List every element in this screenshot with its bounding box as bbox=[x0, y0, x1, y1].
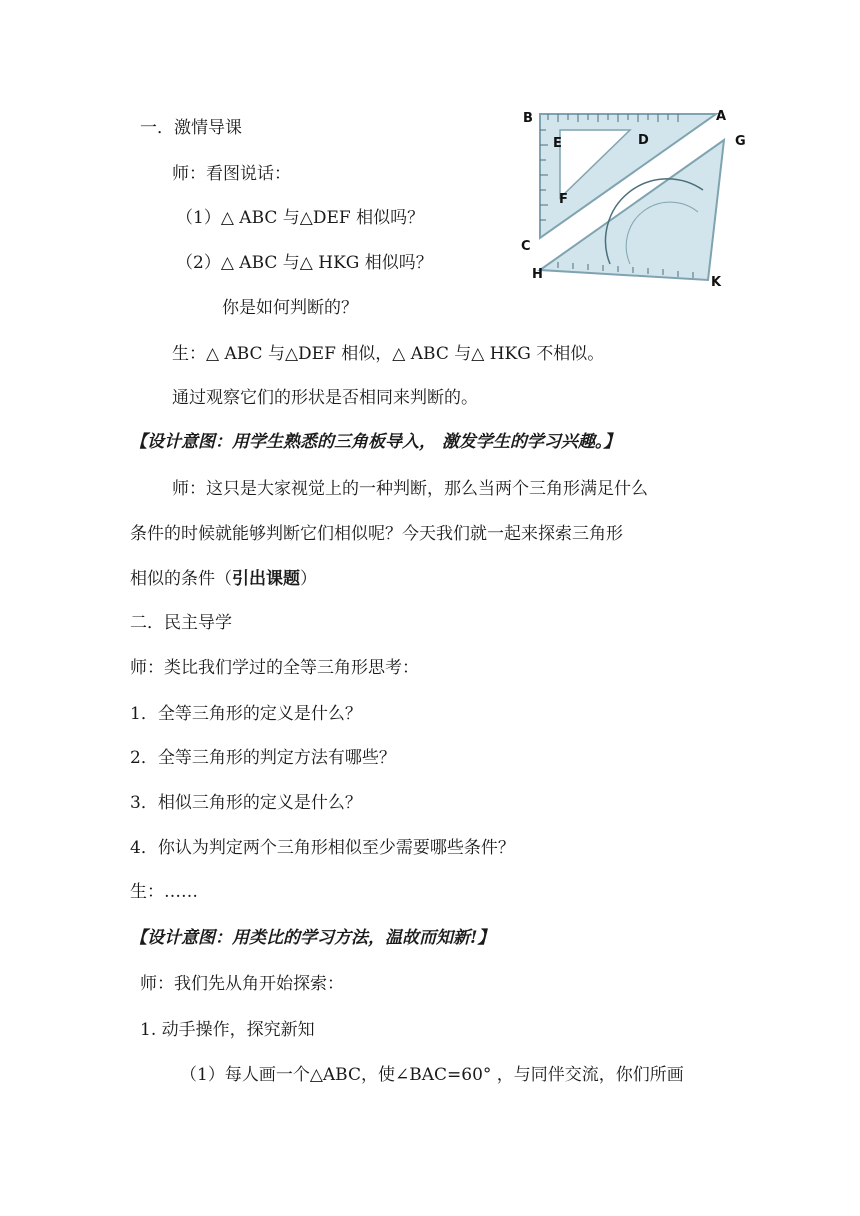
label-c: C bbox=[521, 239, 531, 254]
section2-heading: 二．民主导学 bbox=[130, 613, 232, 633]
student-answer-2: 通过观察它们的形状是否相同来判断的。 bbox=[172, 388, 478, 408]
triangle-rulers-figure bbox=[518, 100, 758, 300]
label-g: G bbox=[735, 134, 746, 149]
design-note-1: 【设计意图：用学生熟悉的三角板导入， 激发学生的学习兴趣。】 bbox=[130, 432, 621, 452]
label-f: F bbox=[559, 192, 568, 207]
teacher-para-line3 bbox=[130, 567, 317, 591]
teacher-prompt: 师：看图说话： bbox=[172, 164, 291, 184]
list-item: 2．全等三角形的判定方法有哪些？ bbox=[130, 748, 396, 768]
question-2: （2）△ ABC 与△ HKG 相似吗？ bbox=[176, 253, 433, 273]
question-3: 你是如何判断的？ bbox=[222, 298, 358, 318]
student-answer-1: 生：△ ABC 与△DEF 相似，△ ABC 与△ HKG 不相似。 bbox=[172, 344, 605, 364]
lesson-title-cue: 引出课题 bbox=[232, 569, 300, 589]
teacher-explore: 师：我们先从角开始探索： bbox=[140, 974, 344, 994]
label-a: A bbox=[716, 109, 727, 124]
step-1-sub: （1）每人画一个△ABC，使∠BAC=60° ，与同伴交流，你们所画 bbox=[180, 1065, 684, 1085]
list-item: 3．相似三角形的定义是什么？ bbox=[130, 793, 362, 813]
teacher-para-line3-prefix: 相似的条件（ bbox=[130, 569, 232, 589]
list-item: 4．你认为判定两个三角形相似至少需要哪些条件？ bbox=[130, 838, 515, 858]
label-e: E bbox=[553, 136, 562, 151]
step-1-heading: 1. 动手操作，探究新知 bbox=[140, 1020, 315, 1040]
teacher-para-line2: 条件的时候就能够判断它们相似呢？今天我们就一起来探索三角形 bbox=[130, 524, 623, 544]
question-1: （1）△ ABC 与△DEF 相似吗？ bbox=[176, 208, 425, 228]
label-d: D bbox=[638, 133, 649, 148]
teacher-para-line3-suffix: ） bbox=[300, 569, 317, 589]
student-dots: 生：…… bbox=[130, 882, 198, 902]
design-note-2: 【设计意图：用类比的学习方法，温故而知新!】 bbox=[130, 928, 495, 948]
section1-heading: 一．激情导课 bbox=[140, 118, 242, 138]
teacher-analogy: 师：类比我们学过的全等三角形思考： bbox=[130, 658, 419, 678]
teacher-para-line1: 师：这只是大家视觉上的一种判断，那么当两个三角形满足什么 bbox=[172, 479, 648, 499]
label-h: H bbox=[532, 267, 543, 282]
label-b: B bbox=[523, 111, 533, 126]
label-k: K bbox=[711, 275, 722, 290]
list-item: 1．全等三角形的定义是什么？ bbox=[130, 704, 362, 724]
